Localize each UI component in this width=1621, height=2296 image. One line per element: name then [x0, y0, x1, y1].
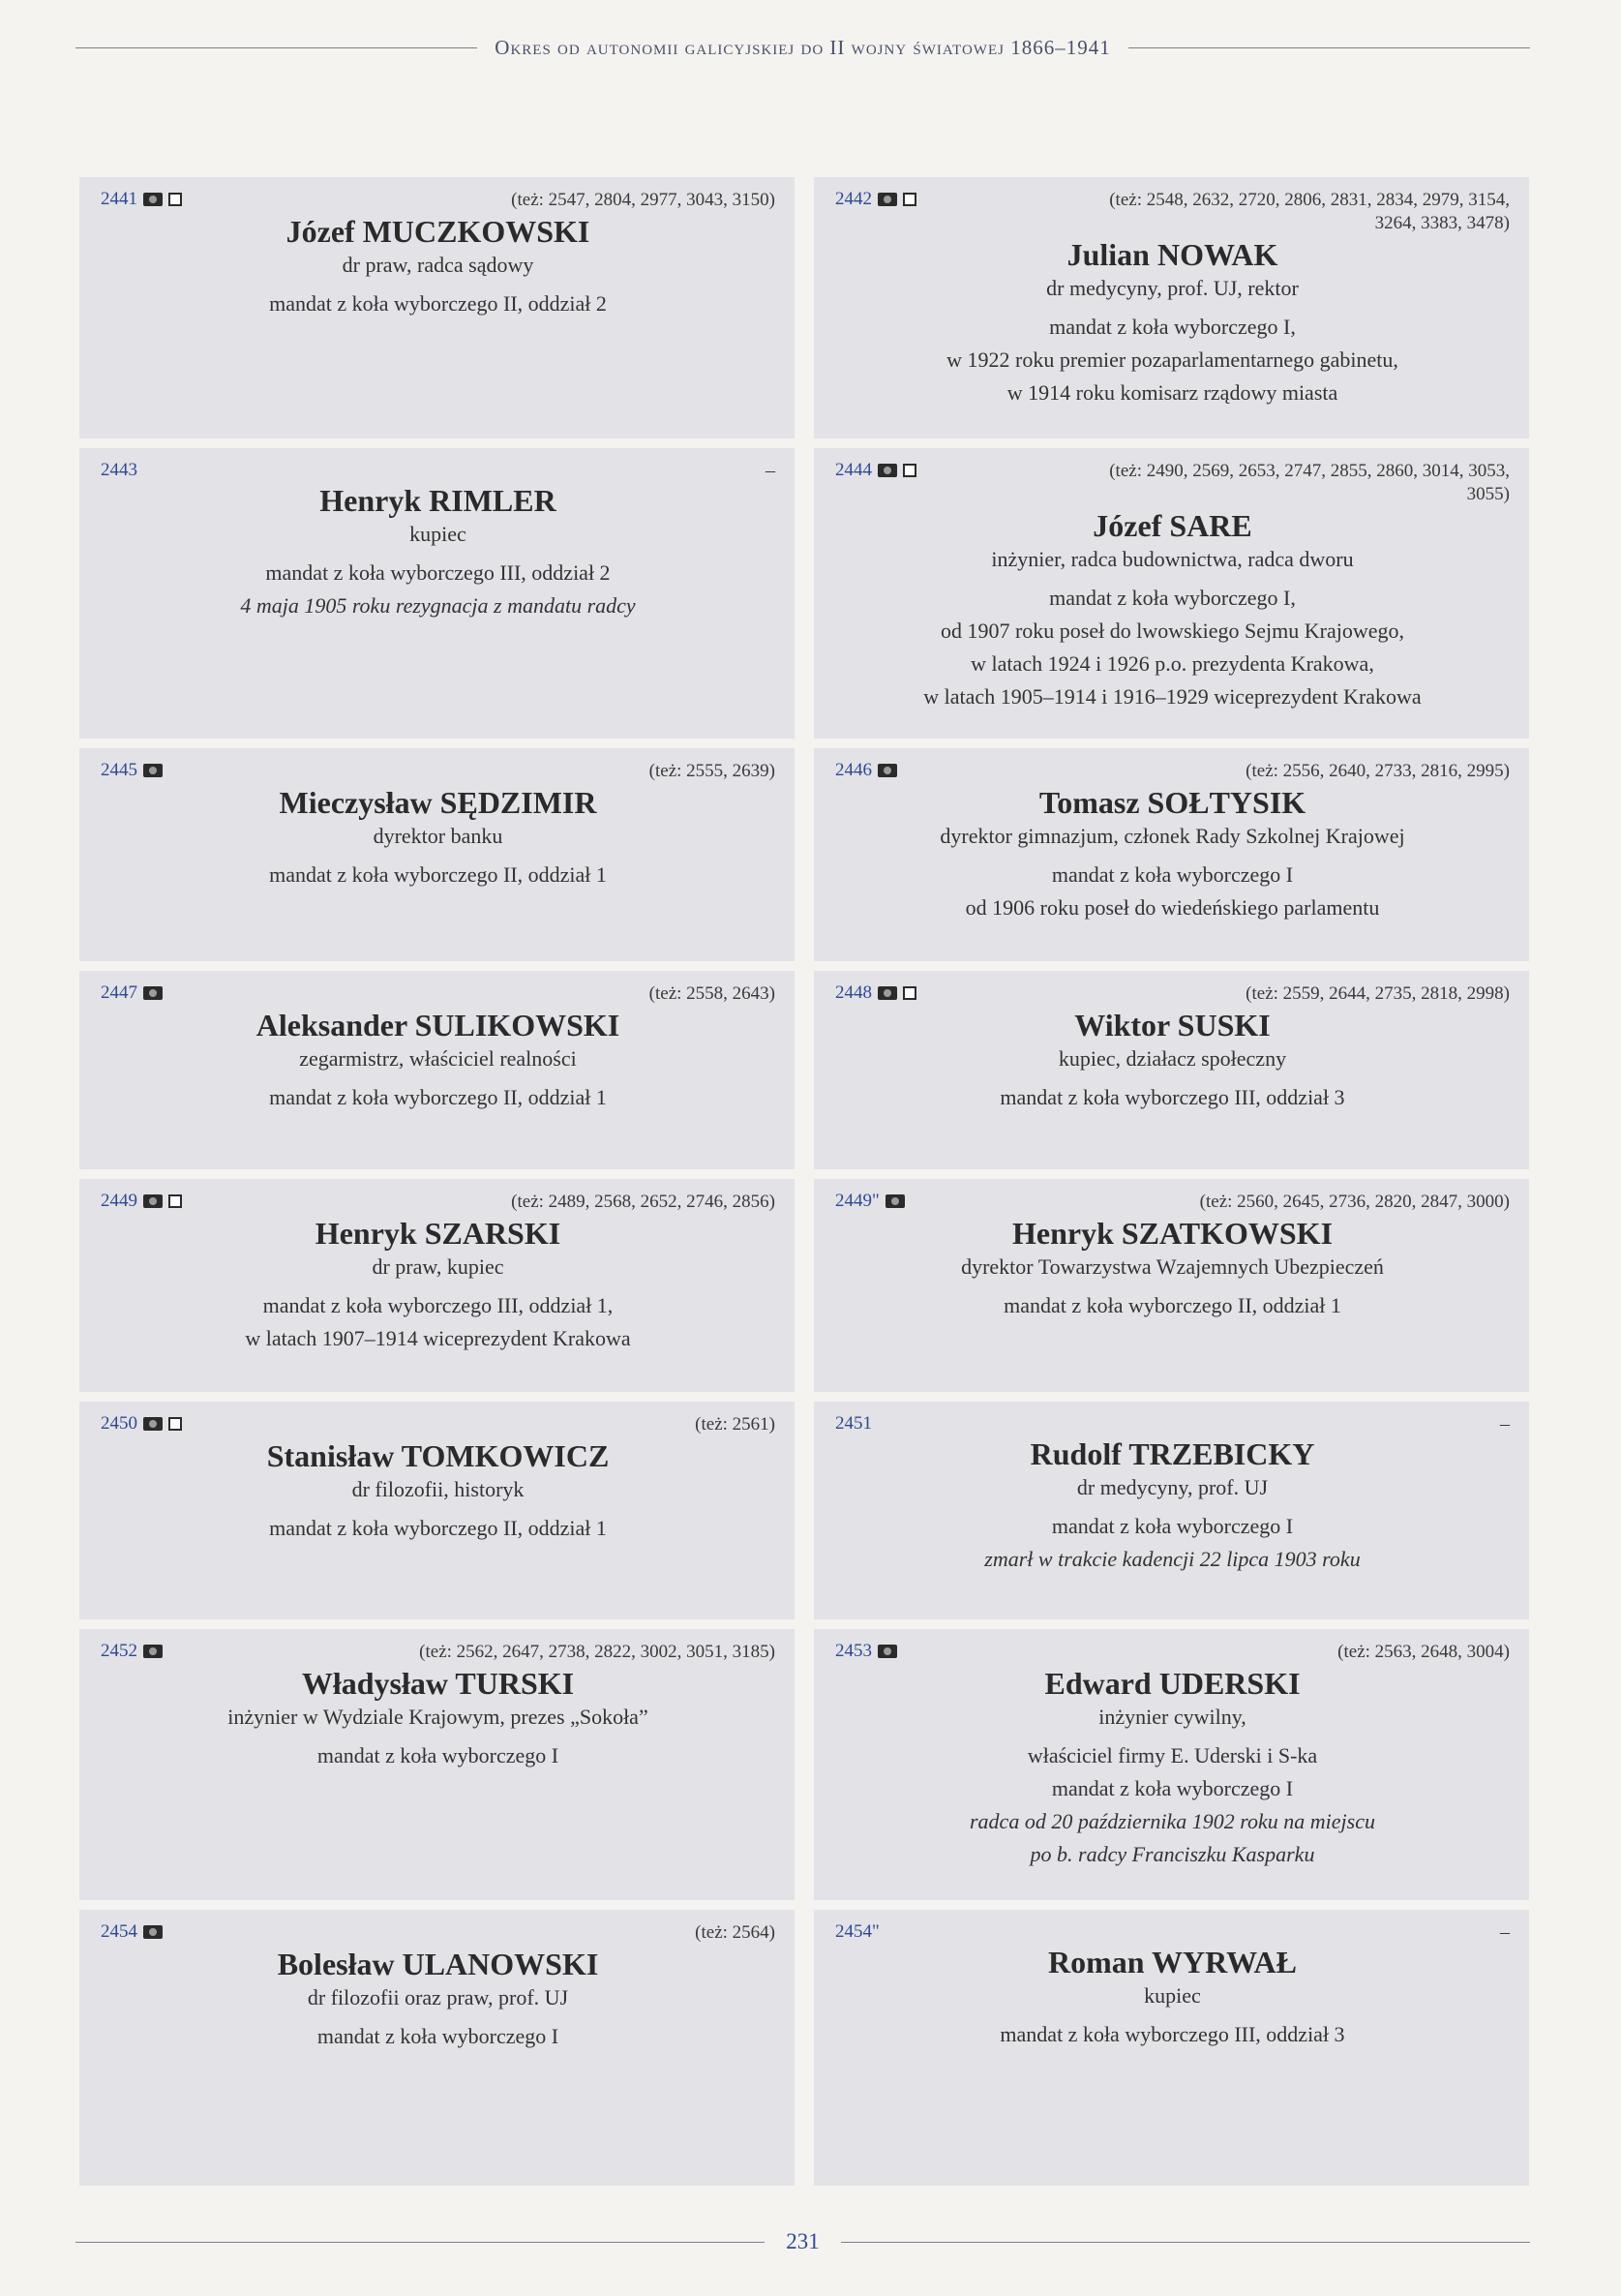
entry-detail: mandat z koła wyborczego I	[1051, 1514, 1294, 1538]
entry-number	[101, 1921, 163, 1943]
entry-name: Mieczysław SĘDZIMIR	[279, 785, 597, 820]
entry-name: Henryk SZARSKI	[315, 1216, 561, 1251]
entry-number-text: 2450	[101, 1413, 137, 1434]
entry-number-text: 2443	[101, 460, 137, 480]
entry-name: Tomasz SOŁTYSIK	[1038, 785, 1306, 820]
entry-number	[101, 1413, 182, 1435]
entry-cross-reference: (też: 2548, 2632, 2720, 2806, 2831, 2834, 2979, 3154, 3264, 3383, 3478)	[1109, 190, 1510, 233]
entry-cross-reference: (też: 2555, 2639)	[648, 761, 775, 781]
entry-role: dr medycyny, prof. UJ, rektor	[1046, 276, 1299, 300]
camera-icon	[878, 764, 897, 777]
camera-icon	[143, 193, 163, 206]
entry-role: kupiec	[409, 522, 466, 546]
entry-number-text: 2451	[835, 1413, 872, 1434]
camera-icon	[143, 1194, 163, 1208]
square-icon	[903, 193, 916, 206]
entry-cross-reference: (też: 2547, 2804, 2977, 3043, 3150)	[511, 190, 775, 210]
camera-icon	[143, 764, 163, 777]
entry-number-text: 2448	[835, 982, 872, 1003]
entry-cross-reference: –	[765, 460, 775, 481]
entry-cross-reference: –	[1500, 1413, 1510, 1435]
square-icon	[903, 464, 916, 477]
entry-detail: mandat z koła wyborczego I,	[1049, 315, 1296, 339]
entry-number-text: 2454"	[835, 1921, 880, 1942]
entry-number	[101, 1641, 163, 1662]
entry-number	[101, 982, 163, 1004]
entry-detail: mandat z koła wyborczego I	[1051, 862, 1294, 887]
entry-cross-reference: (też: 2489, 2568, 2652, 2746, 2856)	[511, 1192, 775, 1212]
entry-detail: mandat z koła wyborczego III, oddział 3	[1000, 2022, 1345, 2046]
entry-number	[835, 189, 916, 210]
entry-role: inżynier w Wydziale Krajowym, prezes „Sokoła”	[227, 1705, 648, 1729]
entry-role: dr praw, kupiec	[372, 1254, 504, 1279]
camera-icon	[878, 464, 897, 477]
entry-card	[79, 1179, 795, 1392]
entry-number-text: 2442	[835, 189, 872, 209]
entry-number	[835, 1413, 872, 1435]
entry-detail: radca od 20 października 1902 roku na miejscu	[970, 1809, 1375, 1833]
entry-header	[835, 460, 1510, 506]
camera-icon	[878, 986, 897, 1000]
entry-cross-reference: (też: 2560, 2645, 2736, 2820, 2847, 3000)	[1199, 1192, 1510, 1212]
entry-detail: w 1922 roku premier pozaparlamentarnego gabinetu,	[946, 347, 1398, 372]
entry-role: dyrektor gimnazjum, członek Rady Szkolnej Krajowej	[940, 824, 1405, 848]
square-icon	[903, 986, 916, 1000]
entry-header	[101, 1413, 775, 1436]
entry-detail: mandat z koła wyborczego I,	[1049, 586, 1296, 610]
entry-role: dr medycyny, prof. UJ	[1076, 1475, 1269, 1499]
entry-cross-reference: (też: 2561)	[695, 1414, 775, 1435]
entry-header	[835, 1191, 1510, 1214]
entry-number-text: 2452	[101, 1641, 137, 1661]
camera-icon	[143, 1417, 163, 1431]
entry-header	[835, 982, 1510, 1006]
entry-header	[835, 1413, 1510, 1435]
entries-grid	[79, 177, 1529, 2186]
entry-detail: w latach 1907–1914 wiceprezydent Krakowa	[245, 1326, 631, 1350]
entry-number-text: 2449	[101, 1191, 137, 1211]
entry-header	[101, 1921, 775, 1945]
entry-role: dr filozofii, historyk	[351, 1477, 525, 1501]
camera-icon	[878, 1645, 897, 1658]
entry-detail: mandat z koła wyborczego II, oddział 1	[1004, 1293, 1341, 1317]
entry-detail: mandat z koła wyborczego III, oddział 2	[265, 560, 611, 585]
entry-header	[835, 189, 1510, 235]
entry-card	[79, 748, 795, 961]
entry-detail: 4 maja 1905 roku rezygnacja z mandatu radcy	[240, 593, 636, 618]
entry-header	[835, 1921, 1510, 1943]
entry-role: kupiec	[1144, 1983, 1201, 2008]
entry-detail: właściciel firmy E. Uderski i S-ka	[1027, 1743, 1318, 1767]
entry-header	[101, 1191, 775, 1214]
entry-card	[814, 1402, 1529, 1619]
entry-detail: po b. radcy Franciszku Kasparku	[1030, 1842, 1315, 1866]
header-rule-left	[75, 47, 477, 48]
entry-header	[101, 982, 775, 1006]
entry-cross-reference: (też: 2556, 2640, 2733, 2816, 2995)	[1246, 761, 1510, 781]
entry-header	[101, 760, 775, 783]
entry-number-text: 2453	[835, 1641, 872, 1661]
entry-cross-reference: (też: 2562, 2647, 2738, 2822, 3002, 3051, 3185)	[419, 1642, 775, 1662]
entry-cross-reference: (też: 2490, 2569, 2653, 2747, 2855, 2860, 3014, 3053, 3055)	[1109, 461, 1510, 504]
entry-card	[814, 448, 1529, 739]
entry-cross-reference: (też: 2558, 2643)	[648, 983, 775, 1004]
entry-detail: mandat z koła wyborczego I	[316, 1743, 559, 1767]
entry-number	[101, 1191, 182, 1212]
entry-number	[101, 760, 163, 781]
entry-card	[814, 1629, 1529, 1900]
entry-detail: mandat z koła wyborczego I	[316, 2024, 559, 2048]
entry-detail: mandat z koła wyborczego II, oddział 1	[269, 862, 607, 887]
entry-number	[835, 1191, 905, 1212]
camera-icon	[878, 193, 897, 206]
entry-header	[101, 460, 775, 481]
entry-card	[814, 971, 1529, 1169]
entry-name: Stanisław TOMKOWICZ	[266, 1438, 610, 1473]
page-footer	[75, 2226, 1530, 2257]
entry-number	[835, 1641, 897, 1662]
entry-detail: od 1906 roku poseł do wiedeńskiego parlamentu	[965, 895, 1380, 920]
entry-name: Bolesław ULANOWSKI	[277, 1947, 599, 1981]
entry-name: Józef MUCZKOWSKI	[285, 214, 590, 249]
entry-name: Roman WYRWAŁ	[1048, 1945, 1297, 1979]
entry-number-text: 2446	[835, 760, 872, 780]
entry-number	[101, 189, 182, 210]
entry-name: Julian NOWAK	[1066, 237, 1278, 272]
entry-header	[835, 1641, 1510, 1664]
entry-detail: mandat z koła wyborczego III, oddział 1,	[262, 1293, 614, 1317]
entry-role: kupiec, działacz społeczny	[1058, 1046, 1287, 1071]
page-number: 231	[786, 2229, 820, 2253]
entry-number	[835, 982, 916, 1004]
entry-card	[814, 748, 1529, 961]
entry-number	[101, 460, 137, 481]
entry-header	[101, 1641, 775, 1664]
entry-card	[814, 1910, 1529, 2186]
square-icon	[168, 1417, 182, 1431]
entry-name: Józef SARE	[1093, 508, 1252, 543]
entry-name: Aleksander SULIKOWSKI	[255, 1008, 620, 1042]
footer-rule-left	[75, 2242, 765, 2243]
entry-number	[835, 1921, 880, 1943]
entry-cross-reference: (też: 2564)	[695, 1922, 775, 1943]
entry-detail: mandat z koła wyborczego II, oddział 1	[269, 1085, 607, 1109]
header-rule-right	[1128, 47, 1530, 48]
entry-detail: w latach 1905–1914 i 1916–1929 wiceprezydent Krakowa	[923, 684, 1422, 709]
entry-role: dr filozofii oraz praw, prof. UJ	[307, 1985, 569, 2009]
entry-role: dyrektor Towarzystwa Wzajemnych Ubezpieczeń	[961, 1254, 1384, 1279]
entry-card	[79, 971, 795, 1169]
entry-role: inżynier, radca budownictwa, radca dworu	[991, 547, 1354, 571]
entry-detail: mandat z koła wyborczego III, oddział 3	[1000, 1085, 1345, 1109]
square-icon	[168, 1194, 182, 1208]
entry-name: Henryk RIMLER	[319, 483, 556, 518]
entry-number-text: 2444	[835, 460, 872, 480]
entry-role: dyrektor banku	[373, 824, 503, 848]
entry-name: Edward UDERSKI	[1044, 1666, 1301, 1701]
camera-icon	[143, 986, 163, 1000]
square-icon	[168, 193, 182, 206]
entry-header	[835, 760, 1510, 783]
entry-card	[79, 448, 795, 739]
entry-name: Władysław TURSKI	[301, 1666, 575, 1701]
entry-cross-reference: –	[1500, 1921, 1510, 1943]
entry-detail: od 1907 roku poseł do lwowskiego Sejmu Krajowego,	[940, 619, 1405, 643]
footer-rule-right	[841, 2242, 1530, 2243]
entry-number	[835, 760, 897, 781]
entry-role: dr praw, radca sądowy	[342, 253, 534, 277]
camera-icon	[886, 1194, 905, 1208]
entry-detail: zmarł w trakcie kadencji 22 lipca 1903 roku	[984, 1547, 1361, 1571]
entry-name: Henryk SZATKOWSKI	[1011, 1216, 1334, 1251]
entry-role: inżynier cywilny,	[1098, 1705, 1246, 1729]
entry-name: Wiktor SUSKI	[1074, 1008, 1271, 1042]
running-head	[75, 33, 1530, 62]
entry-detail: mandat z koła wyborczego I	[1051, 1776, 1294, 1800]
entry-detail: mandat z koła wyborczego II, oddział 2	[269, 291, 607, 316]
entry-number-text: 2454	[101, 1921, 137, 1942]
camera-icon	[143, 1645, 163, 1658]
camera-icon	[143, 1925, 163, 1939]
entry-cross-reference: (też: 2563, 2648, 3004)	[1337, 1642, 1510, 1662]
entry-number-text: 2447	[101, 982, 137, 1003]
entry-detail: w latach 1924 i 1926 p.o. prezydenta Krakowa,	[971, 651, 1374, 676]
entry-card	[79, 177, 795, 438]
entry-name: Rudolf TRZEBICKY	[1030, 1436, 1315, 1471]
entry-card	[79, 1629, 795, 1900]
entry-cross-reference: (też: 2559, 2644, 2735, 2818, 2998)	[1246, 983, 1510, 1004]
entry-card	[79, 1402, 795, 1619]
running-title: Okres od autonomii galicyjskiej do II wojny światowej 1866–1941	[495, 35, 1111, 59]
entry-role: zegarmistrz, właściciel realności	[299, 1046, 577, 1071]
entry-card	[814, 177, 1529, 438]
entry-card	[814, 1179, 1529, 1392]
entry-card	[79, 1910, 795, 2186]
entry-detail: w 1914 roku komisarz rządowy miasta	[1006, 380, 1338, 405]
entry-detail: mandat z koła wyborczego II, oddział 1	[269, 1516, 607, 1540]
entry-number-text: 2445	[101, 760, 137, 780]
entry-number-text: 2441	[101, 189, 137, 209]
entry-number-text: 2449"	[835, 1191, 880, 1211]
entry-header	[101, 189, 775, 212]
entry-number	[835, 460, 916, 481]
